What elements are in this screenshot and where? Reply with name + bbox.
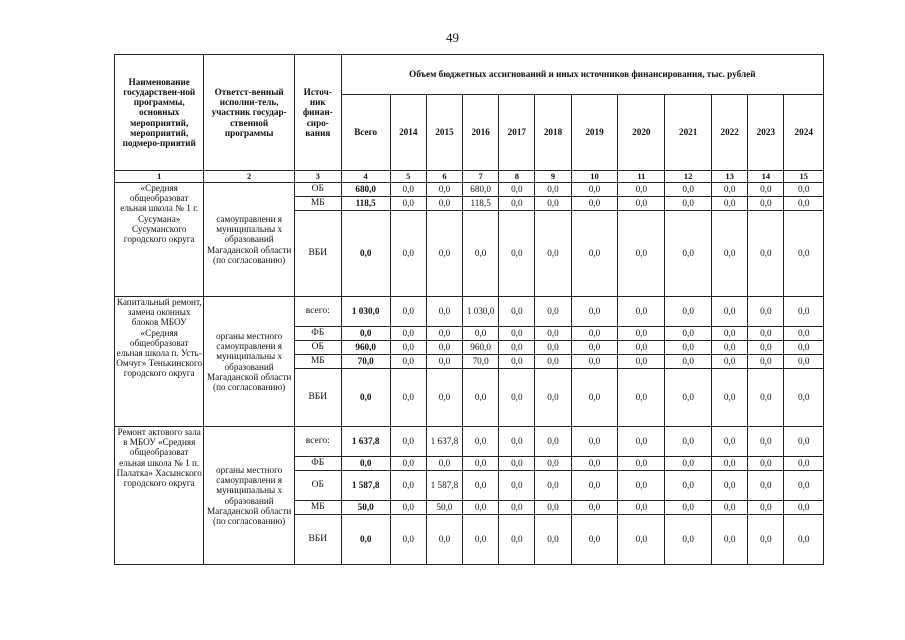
year-value: 0,0 (712, 501, 748, 515)
year-value: 0,0 (712, 427, 748, 457)
year-value: 50,0 (426, 501, 462, 515)
year-value: 0,0 (748, 183, 784, 197)
header-source: Источ-ник финан-сиро-вания (294, 55, 341, 171)
year-value: 0,0 (665, 211, 712, 297)
year-value: 0,0 (748, 197, 784, 211)
program-name: Капитальный ремонт, замена оконных блоков МБОУ «Средняя общеобразоват ельная школа п. Усть-Омчуг» Тенькинского городского округа (115, 297, 204, 427)
year-value: 0,0 (463, 471, 499, 501)
year-value: 0,0 (499, 183, 535, 197)
year-value: 0,0 (571, 457, 618, 471)
year-value: 0,0 (784, 197, 824, 211)
year-value: 0,0 (748, 369, 784, 427)
year-value: 0,0 (665, 457, 712, 471)
year-value: 0,0 (571, 501, 618, 515)
year-value: 0,0 (571, 297, 618, 327)
column-numbers-row (115, 171, 824, 183)
header-year: 2017 (499, 95, 535, 171)
year-value: 0,0 (712, 341, 748, 355)
year-value: 0,0 (499, 457, 535, 471)
year-value: 0,0 (712, 211, 748, 297)
year-value: 0,0 (535, 457, 571, 471)
column-number: 13 (712, 171, 748, 183)
funding-source: всего: (294, 427, 341, 457)
year-value: 0,0 (499, 515, 535, 565)
responsible-executor: органы местного самоуправлени я муниципальны х образований Магаданской области (по согласованию) (204, 427, 294, 565)
year-value: 0,0 (748, 501, 784, 515)
year-value: 0,0 (390, 355, 426, 369)
year-value: 0,0 (712, 471, 748, 501)
header-volume: Объем бюджетных ассигнований и иных источников финансирования, тыс. рублей (341, 55, 823, 95)
year-value: 0,0 (618, 341, 665, 355)
table-row (115, 297, 824, 327)
year-value: 1 587,8 (426, 471, 462, 501)
funding-source: ФБ (294, 327, 341, 341)
column-number: 11 (618, 171, 665, 183)
funding-source: ВБИ (294, 369, 341, 427)
year-value: 0,0 (390, 341, 426, 355)
year-value: 0,0 (426, 211, 462, 297)
header-name: Наименование государствен-ной программы, основных мероприятий, мероприятий, подмеро-приятий (115, 55, 204, 171)
year-value: 0,0 (426, 183, 462, 197)
year-value: 0,0 (571, 183, 618, 197)
year-value: 0,0 (618, 515, 665, 565)
total-value: 0,0 (341, 327, 390, 341)
column-number: 4 (341, 171, 390, 183)
year-value: 0,0 (784, 297, 824, 327)
year-value: 0,0 (535, 369, 571, 427)
year-value: 0,0 (665, 369, 712, 427)
total-value: 118,5 (341, 197, 390, 211)
responsible-executor: органы местного самоуправлени я муниципальны х образований Магаданской области (по согласованию) (204, 297, 294, 427)
column-number: 12 (665, 171, 712, 183)
column-number: 7 (463, 171, 499, 183)
total-value: 680,0 (341, 183, 390, 197)
column-number: 15 (784, 171, 824, 183)
year-value: 0,0 (748, 211, 784, 297)
year-value: 0,0 (784, 355, 824, 369)
page-number: 49 (446, 30, 459, 45)
year-value: 0,0 (535, 501, 571, 515)
year-value: 0,0 (748, 297, 784, 327)
column-number: 1 (115, 171, 204, 183)
funding-source: ОБ (294, 183, 341, 197)
year-value: 0,0 (665, 501, 712, 515)
year-value: 0,0 (784, 427, 824, 457)
year-value: 0,0 (390, 197, 426, 211)
year-value: 0,0 (426, 297, 462, 327)
table-row (115, 427, 824, 457)
year-value: 0,0 (712, 355, 748, 369)
column-number: 2 (204, 171, 294, 183)
year-value: 0,0 (463, 501, 499, 515)
year-value: 0,0 (748, 327, 784, 341)
year-value: 0,0 (499, 211, 535, 297)
year-value: 0,0 (618, 183, 665, 197)
year-value: 0,0 (618, 369, 665, 427)
program-name: Ремонт актового зала в МБОУ «Средняя общеобразоват ельная школа № 1 п. Палатка» Хасынского городского округа (115, 427, 204, 565)
column-number: 6 (426, 171, 462, 183)
year-value: 0,0 (426, 327, 462, 341)
year-value: 0,0 (390, 327, 426, 341)
year-value: 0,0 (499, 369, 535, 427)
year-value: 0,0 (665, 427, 712, 457)
year-value: 0,0 (499, 197, 535, 211)
total-value: 1 637,8 (341, 427, 390, 457)
header-year: 2016 (463, 95, 499, 171)
column-number: 8 (499, 171, 535, 183)
year-value: 0,0 (390, 211, 426, 297)
year-value: 0,0 (748, 515, 784, 565)
year-value: 0,0 (426, 515, 462, 565)
year-value: 0,0 (571, 327, 618, 341)
year-value: 0,0 (535, 197, 571, 211)
year-value: 0,0 (535, 327, 571, 341)
year-value: 0,0 (535, 211, 571, 297)
year-value: 0,0 (618, 457, 665, 471)
year-value: 0,0 (390, 183, 426, 197)
table-body (115, 183, 824, 565)
funding-source: МБ (294, 501, 341, 515)
year-value: 0,0 (571, 355, 618, 369)
year-value: 0,0 (463, 457, 499, 471)
year-value: 0,0 (463, 427, 499, 457)
total-value: 0,0 (341, 211, 390, 297)
year-value: 0,0 (499, 297, 535, 327)
year-value: 0,0 (784, 327, 824, 341)
year-value: 0,0 (571, 427, 618, 457)
year-value: 0,0 (535, 183, 571, 197)
year-value: 0,0 (571, 341, 618, 355)
column-number: 5 (390, 171, 426, 183)
year-value: 0,0 (499, 427, 535, 457)
header-year: 2022 (712, 95, 748, 171)
year-value: 0,0 (618, 327, 665, 341)
year-value: 0,0 (784, 515, 824, 565)
year-value: 0,0 (426, 341, 462, 355)
year-value: 0,0 (499, 355, 535, 369)
year-value: 0,0 (784, 211, 824, 297)
year-value: 0,0 (748, 341, 784, 355)
header-year: 2014 (390, 95, 426, 171)
funding-source: ОБ (294, 471, 341, 501)
year-value: 0,0 (571, 515, 618, 565)
year-value: 0,0 (390, 427, 426, 457)
year-value: 0,0 (712, 327, 748, 341)
total-value: 0,0 (341, 369, 390, 427)
budget-table-wrap (114, 54, 824, 565)
year-value: 0,0 (426, 369, 462, 427)
year-value: 0,0 (712, 297, 748, 327)
year-value: 0,0 (390, 457, 426, 471)
year-value: 0,0 (712, 369, 748, 427)
year-value: 0,0 (618, 471, 665, 501)
header-year: 2019 (571, 95, 618, 171)
year-value: 1 030,0 (463, 297, 499, 327)
year-value: 0,0 (499, 471, 535, 501)
header-year: 2015 (426, 95, 462, 171)
year-value: 0,0 (748, 427, 784, 457)
funding-source: МБ (294, 355, 341, 369)
year-value: 960,0 (463, 341, 499, 355)
header-year: 2018 (535, 95, 571, 171)
year-value: 0,0 (618, 355, 665, 369)
year-value: 0,0 (390, 297, 426, 327)
year-value: 0,0 (535, 355, 571, 369)
year-value: 0,0 (499, 341, 535, 355)
year-value: 0,0 (571, 197, 618, 211)
year-value: 0,0 (499, 501, 535, 515)
year-value: 0,0 (748, 471, 784, 501)
column-number: 3 (294, 171, 341, 183)
year-value: 0,0 (426, 457, 462, 471)
year-value: 0,0 (535, 427, 571, 457)
funding-source: МБ (294, 197, 341, 211)
year-value: 0,0 (463, 327, 499, 341)
year-value: 1 637,8 (426, 427, 462, 457)
year-value: 0,0 (665, 341, 712, 355)
header-total: Всего (341, 95, 390, 171)
year-value: 0,0 (784, 183, 824, 197)
total-value: 1 587,8 (341, 471, 390, 501)
year-value: 0,0 (463, 211, 499, 297)
year-value: 0,0 (748, 457, 784, 471)
total-value: 0,0 (341, 457, 390, 471)
year-value: 0,0 (618, 501, 665, 515)
year-value: 0,0 (665, 327, 712, 341)
year-value: 0,0 (665, 471, 712, 501)
funding-source: ФБ (294, 457, 341, 471)
year-value: 0,0 (535, 341, 571, 355)
responsible-executor: самоуправлени я муниципальны х образований Магаданской области (по согласованию) (204, 183, 294, 297)
year-value: 0,0 (426, 197, 462, 211)
table-row (115, 183, 824, 197)
total-value: 0,0 (341, 515, 390, 565)
year-value: 0,0 (390, 369, 426, 427)
year-value: 0,0 (784, 471, 824, 501)
total-value: 50,0 (341, 501, 390, 515)
column-number: 14 (748, 171, 784, 183)
funding-source: всего: (294, 297, 341, 327)
year-value: 0,0 (665, 515, 712, 565)
total-value: 1 030,0 (341, 297, 390, 327)
funding-source: ВБИ (294, 211, 341, 297)
year-value: 0,0 (784, 369, 824, 427)
year-value: 0,0 (535, 515, 571, 565)
program-name: «Средняя общеобразоват ельная школа № 1 г. Сусумана» Сусуманского городского округа (115, 183, 204, 297)
header-year: 2024 (784, 95, 824, 171)
year-value: 0,0 (571, 369, 618, 427)
year-value: 0,0 (712, 183, 748, 197)
year-value: 0,0 (463, 369, 499, 427)
year-value: 680,0 (463, 183, 499, 197)
year-value: 0,0 (712, 515, 748, 565)
year-value: 0,0 (712, 197, 748, 211)
column-number: 9 (535, 171, 571, 183)
year-value: 0,0 (618, 427, 665, 457)
funding-source: ВБИ (294, 515, 341, 565)
year-value: 0,0 (712, 457, 748, 471)
total-value: 70,0 (341, 355, 390, 369)
header-responsible: Ответст-венный исполни-тель, участник государ-ственной программы (204, 55, 294, 171)
year-value: 0,0 (535, 297, 571, 327)
year-value: 0,0 (571, 211, 618, 297)
year-value: 0,0 (665, 297, 712, 327)
year-value: 70,0 (463, 355, 499, 369)
year-value: 0,0 (618, 211, 665, 297)
year-value: 0,0 (618, 197, 665, 211)
year-value: 0,0 (426, 355, 462, 369)
year-value: 0,0 (665, 183, 712, 197)
total-value: 960,0 (341, 341, 390, 355)
column-number: 10 (571, 171, 618, 183)
year-value: 0,0 (748, 355, 784, 369)
year-value: 0,0 (390, 515, 426, 565)
year-value: 0,0 (618, 297, 665, 327)
budget-table (114, 54, 824, 565)
header-year: 2020 (618, 95, 665, 171)
year-value: 0,0 (784, 341, 824, 355)
year-value: 0,0 (571, 471, 618, 501)
year-value: 0,0 (665, 355, 712, 369)
header-year: 2021 (665, 95, 712, 171)
year-value: 0,0 (535, 471, 571, 501)
year-value: 118,5 (463, 197, 499, 211)
year-value: 0,0 (390, 501, 426, 515)
year-value: 0,0 (784, 501, 824, 515)
year-value: 0,0 (665, 197, 712, 211)
year-value: 0,0 (463, 515, 499, 565)
year-value: 0,0 (390, 471, 426, 501)
year-value: 0,0 (499, 327, 535, 341)
year-value: 0,0 (784, 457, 824, 471)
header-year: 2023 (748, 95, 784, 171)
funding-source: ОБ (294, 341, 341, 355)
